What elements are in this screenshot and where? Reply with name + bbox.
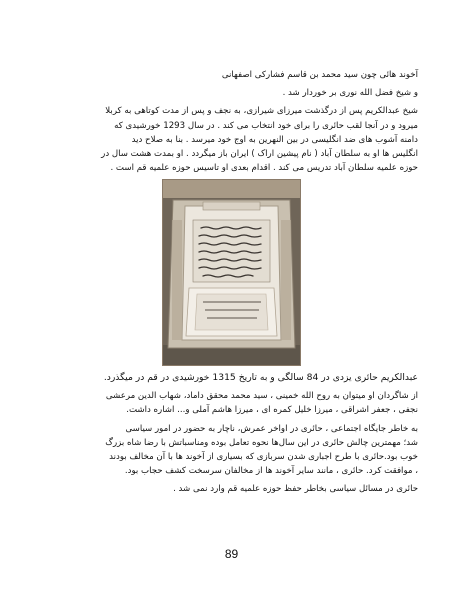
page-number: 89 <box>224 547 239 561</box>
tombstone-photo <box>162 179 301 366</box>
text-line: میرود و در آنجا لقب حائری را برای خود انتخاب می کند . در سال 1293 خورشیدی که <box>114 120 418 131</box>
text-line: انگلیس ها او به سلطان آباد ( نام پیشین اراک ) ایران باز میگردد . او بمدت هشت سال در <box>101 149 418 160</box>
top-text-block <box>50 68 418 175</box>
text-line: نجفی ، جعفر اشراقی ، میرزا خلیل کمره ای ، میرزا هاشم آملی و... اشاره داشت. <box>126 405 418 416</box>
text-line: شیخ عبدالکریم پس از درگذشت میرزای شیرازی، به نجف و پس از مدت کوتاهی به کربلا <box>105 106 418 117</box>
text-line: آخوند هائی چون سید محمد بن قاسم فشارکی اصفهانی <box>221 70 418 80</box>
text-line: حائری در مسائل سیاسی بخاطر حفظ حوزه علمیه قم وارد نمی شد . <box>173 484 418 495</box>
text-line: شد؛ مهمترین چالش حائری در این سال‌ها نحوه تعامل بوده ومناسباتش با رضا شاه بزرگ <box>105 437 418 448</box>
text-line: حوزه علمیه سلطان آباد تدریس می کند . اقدام بعدی او تاسیس حوزه علمیه قم است . <box>110 163 418 174</box>
text-line: ، موافقت کرد. حائری ، مانند سایر آخوند ها از مخالفان سرسخت کشف حجاب بود. <box>124 466 418 477</box>
text-line: به خاطر جایگاه اجتماعی ، حائری در اواخر عمرش، ناچار به حضور در امور سیاسی <box>125 423 418 434</box>
text-line: از شاگردان او میتوان به روح الله خمینی ، سید محمد محقق داماد، شهاب الدین مرعشی <box>105 391 418 402</box>
text-line: و شیخ فضل الله نوری بر خوردار شد . <box>282 88 418 99</box>
text-line: خوب بود.حائری با طرح اجباری شدن سربازی که بسیاری از آخوند ها با آن مخالف بودند <box>109 452 418 463</box>
bottom-text-block <box>50 371 418 497</box>
text-line: عبدالکریم حائری یزدی در 84 سالگی و به تاریخ 1315 خورشیدی در قم در میگذرد. <box>103 372 418 383</box>
tombstone-illustration <box>163 180 300 365</box>
text-line: دامنه آشوب های ضد انگلیسی در بین النهرین به اوج خود میرسد . بنا به صلاح دید <box>131 134 418 145</box>
